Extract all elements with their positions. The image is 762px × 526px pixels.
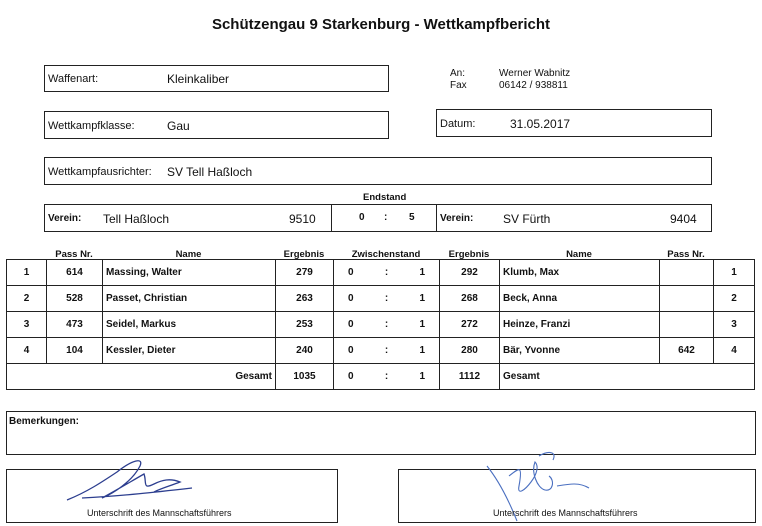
- ergebnis-left: 263: [276, 286, 334, 312]
- signature-box-right: [398, 469, 756, 523]
- ergebnis-right: 272: [440, 312, 500, 338]
- row-number-left: 2: [7, 286, 47, 312]
- row-number-right: 4: [714, 338, 755, 364]
- zwischen-sep: :: [368, 312, 406, 338]
- fax-value: 06142 / 938811: [499, 80, 568, 91]
- table-row: [7, 338, 755, 364]
- ausrichter-box: [44, 157, 712, 185]
- header-pass-right: Pass Nr.: [667, 249, 705, 260]
- zwischen-left: 0: [334, 260, 368, 286]
- ergebnis-right: 268: [440, 286, 500, 312]
- ergebnis-right: 292: [440, 260, 500, 286]
- table-row: [7, 260, 755, 286]
- row-number-right: 2: [714, 286, 755, 312]
- wettkampfklasse-box: [44, 111, 389, 139]
- pass-nr-left: 614: [47, 260, 103, 286]
- table-row: [7, 286, 755, 312]
- gesamt-label-left: Gesamt: [7, 364, 276, 390]
- zwischen-sep: :: [368, 260, 406, 286]
- wettkampfklasse-label: Wettkampfklasse:: [48, 120, 135, 132]
- gesamt-zwischen-right: 1: [406, 364, 440, 390]
- header-ergebnis-right: Ergebnis: [448, 249, 490, 260]
- zwischen-left: 0: [334, 338, 368, 364]
- gesamt-sep: :: [368, 364, 406, 390]
- waffenart-box: [44, 65, 389, 92]
- gesamt-ergebnis-right: 1112: [440, 364, 500, 390]
- row-number-left: 3: [7, 312, 47, 338]
- zwischen-left: 0: [334, 286, 368, 312]
- datum-box: [436, 109, 712, 137]
- ergebnis-left: 240: [276, 338, 334, 364]
- endstand-right-score: 9404: [670, 212, 697, 226]
- waffenart-value: Kleinkaliber: [167, 72, 230, 86]
- name-right: Heinze, Franzi: [500, 312, 660, 338]
- zwischen-right: 1: [406, 312, 440, 338]
- signature-left-icon: [62, 452, 202, 512]
- endstand-left-verein-label: Verein:: [48, 213, 82, 224]
- gesamt-row: [7, 364, 755, 390]
- header-name-left: Name: [175, 249, 202, 260]
- row-number-right: 1: [714, 260, 755, 286]
- signature-label-right: Unterschrift des Mannschaftsführers: [493, 508, 638, 518]
- name-right: Beck, Anna: [500, 286, 660, 312]
- gesamt-label-right: Gesamt: [500, 364, 755, 390]
- endstand-left-score: 9510: [289, 212, 316, 226]
- endstand-sep: :: [384, 212, 388, 223]
- pass-nr-left: 104: [47, 338, 103, 364]
- an-label: An:: [450, 68, 466, 79]
- endstand-score-right: 5: [409, 212, 415, 223]
- endstand-right-verein: SV Fürth: [503, 212, 551, 226]
- zwischen-sep: :: [368, 286, 406, 312]
- datum-value: 31.05.2017: [510, 117, 571, 131]
- bemerkungen-label: Bemerkungen:: [9, 416, 80, 427]
- row-number-left: 1: [7, 260, 47, 286]
- row-number-left: 4: [7, 338, 47, 364]
- endstand-box: [44, 204, 712, 232]
- ausrichter-value: SV Tell Haßloch: [167, 165, 253, 179]
- pass-nr-right: [660, 312, 714, 338]
- gesamt-zwischen-left: 0: [334, 364, 368, 390]
- endstand-left-verein: Tell Haßloch: [103, 212, 170, 226]
- header-zwischenstand: Zwischenstand: [351, 249, 421, 260]
- zwischen-right: 1: [406, 338, 440, 364]
- row-number-right: 3: [714, 312, 755, 338]
- an-value: Werner Wabnitz: [499, 68, 571, 79]
- ergebnis-left: 253: [276, 312, 334, 338]
- name-left: Seidel, Markus: [103, 312, 276, 338]
- pass-nr-right: [660, 286, 714, 312]
- datum-label: Datum:: [440, 118, 476, 130]
- wettkampfklasse-value: Gau: [167, 119, 190, 133]
- endstand-label: Endstand: [363, 192, 407, 203]
- name-right: Klumb, Max: [500, 260, 660, 286]
- pass-nr-right: 642: [660, 338, 714, 364]
- endstand-score-cell: [331, 204, 437, 232]
- ausrichter-label: Wettkampfausrichter:: [48, 166, 152, 178]
- ergebnis-left: 279: [276, 260, 334, 286]
- gesamt-ergebnis-left: 1035: [276, 364, 334, 390]
- zwischen-right: 1: [406, 260, 440, 286]
- header-pass-left: Pass Nr.: [55, 249, 93, 260]
- zwischen-right: 1: [406, 286, 440, 312]
- signature-box-left: [6, 469, 338, 523]
- page-title: Schützengau 9 Starkenburg - Wettkampfbericht: [211, 16, 551, 33]
- signature-label-left: Unterschrift des Mannschaftsführers: [87, 508, 232, 518]
- ergebnis-right: 280: [440, 338, 500, 364]
- pass-nr-left: 473: [47, 312, 103, 338]
- table-row: [7, 312, 755, 338]
- endstand-right-verein-label: Verein:: [440, 213, 474, 224]
- name-left: Kessler, Dieter: [103, 338, 276, 364]
- pass-nr-right: [660, 260, 714, 286]
- name-left: Passet, Christian: [103, 286, 276, 312]
- header-name-right: Name: [566, 249, 592, 260]
- header-ergebnis-left: Ergebnis: [283, 249, 325, 260]
- pass-nr-left: 528: [47, 286, 103, 312]
- fax-label: Fax: [450, 80, 467, 91]
- name-right: Bär, Yvonne: [500, 338, 660, 364]
- name-left: Massing, Walter: [103, 260, 276, 286]
- zwischen-sep: :: [368, 338, 406, 364]
- endstand-score-left: 0: [359, 212, 365, 223]
- bemerkungen-box: [6, 411, 756, 455]
- waffenart-label: Waffenart:: [48, 73, 99, 85]
- zwischen-left: 0: [334, 312, 368, 338]
- results-table: [6, 259, 755, 390]
